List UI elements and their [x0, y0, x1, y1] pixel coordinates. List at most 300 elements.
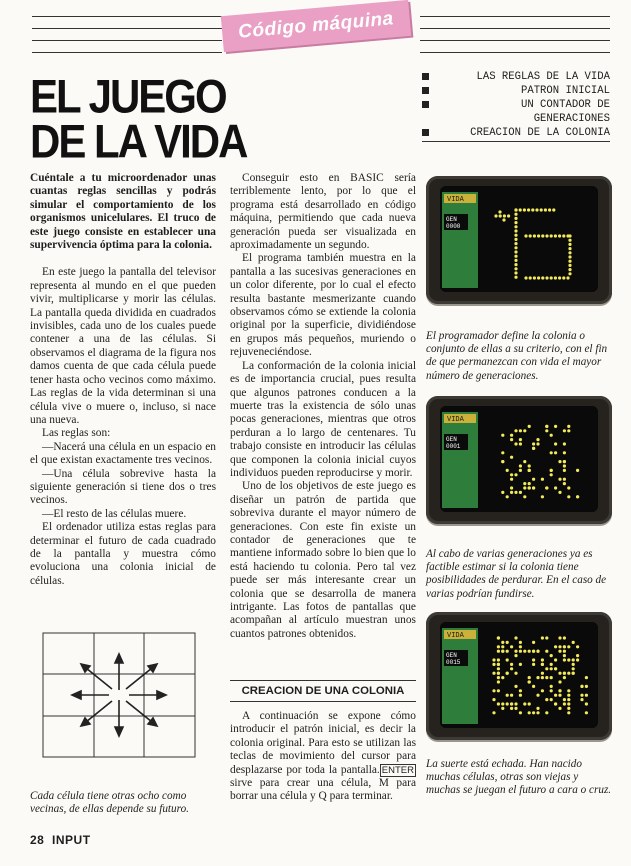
- cell: [501, 650, 504, 653]
- cell: [532, 442, 535, 445]
- cell: [545, 636, 548, 639]
- toc-item: LAS REGLAS DE LA VIDA: [422, 70, 610, 84]
- cell: [563, 460, 566, 463]
- cell: [492, 689, 495, 692]
- cell: [506, 469, 509, 472]
- cell: [497, 650, 500, 653]
- cell: [501, 641, 504, 644]
- cell: [501, 702, 504, 705]
- cell: [528, 469, 531, 472]
- cell: [524, 234, 527, 237]
- cell: [494, 214, 497, 217]
- cell: [545, 486, 548, 489]
- cell: [558, 636, 561, 639]
- cell: [519, 694, 522, 697]
- cell: [558, 276, 561, 279]
- cell: [497, 636, 500, 639]
- cell: [563, 636, 566, 639]
- monitor-screenshot-1: [426, 176, 612, 304]
- bullet-square-icon: [422, 129, 429, 136]
- cell: [523, 650, 526, 653]
- header-rule: [32, 28, 222, 29]
- cell: [501, 434, 504, 437]
- cell: [492, 663, 495, 666]
- cell: [541, 663, 544, 666]
- game-screen: [440, 622, 598, 728]
- cell: [502, 218, 505, 221]
- cell: [532, 486, 535, 489]
- cell: [537, 234, 540, 237]
- cell: [528, 482, 531, 485]
- cell: [541, 672, 544, 675]
- cell: [519, 464, 522, 467]
- cell: [514, 636, 517, 639]
- cell: [585, 676, 588, 679]
- cell: [510, 491, 513, 494]
- body-paragraph: La conformación de la colonia inicial es de importancia crucial, pues resulta que algunos patrones conducen a la muerte tras la existencia de sólo unas pocas generaciones, mientras que otros perduran a lo largo de centenares. Tu trabajo consiste en introducir las células que componen la colonia inicial cuyos individuos pueden reproducirse y morir.: [230, 359, 416, 479]
- cell: [497, 663, 500, 666]
- cell: [568, 251, 571, 254]
- cell: [514, 242, 517, 245]
- cell: [536, 438, 539, 441]
- cell: [585, 702, 588, 705]
- cell: [514, 672, 517, 675]
- cell: [533, 234, 536, 237]
- gen-counter: 0000: [446, 223, 461, 230]
- cell: [567, 694, 570, 697]
- cell: [514, 491, 517, 494]
- cell: [550, 473, 553, 476]
- article-title-line1: EL JUEGO: [30, 69, 226, 123]
- cell: [519, 663, 522, 666]
- monitor-screenshot-2: [426, 396, 612, 524]
- cell: [535, 208, 538, 211]
- gen-counter: 0001: [446, 443, 461, 450]
- cell: [563, 654, 566, 657]
- cell: [536, 442, 539, 445]
- cell: [554, 486, 557, 489]
- cell: [536, 707, 539, 710]
- cell: [554, 451, 557, 454]
- cell: [558, 707, 561, 710]
- cell: [514, 702, 517, 705]
- cell: [506, 702, 509, 705]
- cell: [519, 689, 522, 692]
- cell: [558, 694, 561, 697]
- cell: [497, 645, 500, 648]
- cell: [529, 234, 532, 237]
- cell: [532, 641, 535, 644]
- cell: [527, 208, 530, 211]
- cell: [528, 711, 531, 714]
- cell: [532, 447, 535, 450]
- cell: [576, 645, 579, 648]
- body-paragraph: El ordenador utiliza estas reglas para determinar el futuro de cada cuadrado de la pantalla y muestra cómo evoluciona una colonia inicial de células.: [30, 521, 216, 587]
- body-paragraph: Las reglas son:: [42, 427, 111, 440]
- neighbour-diagram: [42, 632, 196, 758]
- screen-title-label: VIDA: [447, 196, 464, 204]
- cell: [576, 658, 579, 661]
- cell: [536, 711, 539, 714]
- cell: [499, 214, 502, 217]
- cell: [514, 238, 517, 241]
- gen-counter: 0015: [446, 659, 461, 666]
- cell: [576, 495, 579, 498]
- cell: [576, 469, 579, 472]
- column-2: [230, 172, 416, 641]
- banner-text: Código máquina: [237, 8, 395, 43]
- cell: [568, 239, 571, 242]
- cell: [567, 429, 570, 432]
- cell: [541, 234, 544, 237]
- cell: [528, 702, 531, 705]
- cell: [523, 482, 526, 485]
- cell: [497, 689, 500, 692]
- gen-label: GEN: [446, 652, 457, 659]
- cell: [497, 658, 500, 661]
- cell: [519, 442, 522, 445]
- cell: [492, 672, 495, 675]
- cell: [507, 214, 510, 217]
- cell: [501, 491, 504, 494]
- cell: [528, 650, 531, 653]
- cell: [567, 495, 570, 498]
- cell: [497, 680, 500, 683]
- cell: [506, 641, 509, 644]
- cell: [541, 636, 544, 639]
- cell: [514, 221, 517, 224]
- cell: [503, 214, 506, 217]
- cell: [567, 707, 570, 710]
- cell: [519, 208, 522, 211]
- cell: [514, 225, 517, 228]
- cell: [514, 234, 517, 237]
- cell: [550, 234, 553, 237]
- cell: [545, 425, 548, 428]
- cell: [528, 425, 531, 428]
- cell: [552, 208, 555, 211]
- cell: [497, 667, 500, 670]
- cell: [501, 460, 504, 463]
- cell: [562, 276, 565, 279]
- header-rule: [420, 40, 610, 41]
- body-paragraph: —El resto de las células muere.: [42, 507, 187, 520]
- cell: [523, 429, 526, 432]
- cell: [510, 645, 513, 648]
- bullet-square-icon: [422, 87, 429, 94]
- cell: [576, 654, 579, 657]
- cell: [514, 229, 517, 232]
- cell: [563, 429, 566, 432]
- cell: [550, 451, 553, 454]
- cell: [541, 276, 544, 279]
- cell: [536, 694, 539, 697]
- cell: [563, 645, 566, 648]
- cell: [558, 460, 561, 463]
- cell: [585, 711, 588, 714]
- cell: [567, 711, 570, 714]
- cell: [537, 276, 540, 279]
- cell: [514, 271, 517, 274]
- game-screen: [440, 186, 598, 292]
- cell: [568, 247, 571, 250]
- cell: [540, 208, 543, 211]
- cell: [580, 685, 583, 688]
- cell: [524, 276, 527, 279]
- body-paragraph: —Una célula sobrevive hasta la siguiente generación si tiene dos o tres vecinos.: [30, 467, 216, 507]
- cell: [506, 495, 509, 498]
- header-rule: [32, 40, 222, 41]
- cell: [514, 250, 517, 253]
- cell: [563, 482, 566, 485]
- cell: [510, 434, 513, 437]
- cell: [585, 694, 588, 697]
- cell: [519, 641, 522, 644]
- cell: [498, 210, 501, 213]
- cell: [492, 711, 495, 714]
- game-screen: [440, 406, 598, 512]
- cell: [514, 246, 517, 249]
- cell: [523, 702, 526, 705]
- cell: [532, 658, 535, 661]
- cell: [568, 264, 571, 267]
- cell: [497, 672, 500, 675]
- cell: [514, 267, 517, 270]
- cell: [563, 478, 566, 481]
- cell: [536, 650, 539, 653]
- cell: [528, 464, 531, 467]
- cell: [563, 672, 566, 675]
- sidebar-panel: [442, 412, 478, 508]
- cell: [550, 276, 553, 279]
- cell: [506, 672, 509, 675]
- cell: [541, 689, 544, 692]
- gen-label: GEN: [446, 436, 457, 443]
- lead-paragraph: Cuéntale a tu microordenador unas cuantas reglas sencillas y podrás simular el comportamiento de los organismos unicelulares. El truco de este juego consiste en establecer una supervivencia óptima para la colonia.: [30, 172, 216, 252]
- header-rule: [420, 52, 610, 53]
- cell: [568, 272, 571, 275]
- cell: [501, 707, 504, 710]
- article-title-line2: DE LA VIDA: [30, 114, 247, 168]
- cell: [545, 276, 548, 279]
- cell: [550, 698, 553, 701]
- cell: [510, 456, 513, 459]
- page-footer: [30, 833, 91, 847]
- cell: [514, 654, 517, 657]
- cell: [510, 663, 513, 666]
- cell: [514, 685, 517, 688]
- cell: [532, 650, 535, 653]
- cell: [550, 685, 553, 688]
- cell: [514, 208, 517, 211]
- cell: [568, 243, 571, 246]
- screen-title-label: VIDA: [447, 416, 464, 424]
- cell: [519, 429, 522, 432]
- cell: [510, 702, 513, 705]
- cell: [514, 442, 517, 445]
- cell: [572, 658, 575, 661]
- cell: [558, 478, 561, 481]
- table-of-contents: [422, 70, 610, 140]
- enter-key-label: ENTER: [381, 764, 414, 776]
- cell: [519, 711, 522, 714]
- cell: [492, 698, 495, 701]
- body-paragraph: El programa también muestra en la pantalla a las sucesivas generaciones en un color diferente, por lo cual el efecto resulta bastante mesmerizante cuando observamos cómo se extiende la colonia original por la superficie, dividiéndose en grupos más pequeños, muriendo o rejuveneciéndose.: [230, 252, 416, 359]
- cell: [568, 255, 571, 258]
- cell: [531, 208, 534, 211]
- cell: [567, 672, 570, 675]
- cell: [523, 208, 526, 211]
- cell: [563, 464, 566, 467]
- section-heading: CREACION DE UNA COLONIA: [230, 680, 416, 702]
- cell: [545, 698, 548, 701]
- cell: [554, 442, 557, 445]
- cell: [514, 255, 517, 258]
- cell: [514, 650, 517, 653]
- cell: [567, 698, 570, 701]
- cell: [541, 495, 544, 498]
- cell: [506, 694, 509, 697]
- toc-item: UN CONTADOR DE GENERACIONES: [422, 98, 610, 126]
- sidebar-panel: [442, 192, 478, 288]
- cell: [554, 702, 557, 705]
- cell: [544, 208, 547, 211]
- cell: [558, 645, 561, 648]
- cell: [506, 650, 509, 653]
- cell: [567, 689, 570, 692]
- cell: [545, 650, 548, 653]
- header-rule: [420, 28, 610, 29]
- cell: [545, 676, 548, 679]
- cell: [563, 698, 566, 701]
- body-paragraph: —Nacerá una célula en un espacio en el que existan exactamente tres vecinos.: [30, 440, 216, 467]
- cell: [566, 276, 569, 279]
- cell: [510, 478, 513, 481]
- cell: [558, 491, 561, 494]
- cell: [541, 478, 544, 481]
- screen-caption: La suerte está echada. Han nacido muchas células, otras son viejas y muchas se juegan el futuro a cara o cruz.: [426, 758, 612, 797]
- cell: [550, 434, 553, 437]
- cell: [545, 667, 548, 670]
- cell: [519, 469, 522, 472]
- cell: [523, 486, 526, 489]
- cell: [528, 676, 531, 679]
- screen-caption: Al cabo de varias generaciones ya es factible estimar si la colonia tiene posibilidades de perdurar. En el caso de varias podrían fundirse.: [426, 548, 607, 600]
- cell: [523, 460, 526, 463]
- toc-item: CREACION DE LA COLONIA: [422, 126, 610, 140]
- header-rule: [420, 16, 610, 17]
- cell: [554, 425, 557, 428]
- cell: [545, 711, 548, 714]
- cell: [510, 486, 513, 489]
- cell: [563, 650, 566, 653]
- cell: [554, 658, 557, 661]
- cell: [519, 650, 522, 653]
- cell: [510, 707, 513, 710]
- cell: [532, 478, 535, 481]
- cell: [550, 654, 553, 657]
- cell: [514, 707, 517, 710]
- cell: [548, 208, 551, 211]
- cell: [563, 676, 566, 679]
- cell: [545, 234, 548, 237]
- cell: [506, 658, 509, 661]
- cell: [558, 689, 561, 692]
- screen-title-label: VIDA: [447, 632, 464, 640]
- cell: [536, 676, 539, 679]
- cell: [533, 276, 536, 279]
- cell: [562, 234, 565, 237]
- cell: [567, 645, 570, 648]
- cell: [550, 469, 553, 472]
- cell: [554, 234, 557, 237]
- cell: [514, 473, 517, 476]
- cell: [558, 672, 561, 675]
- cell: [519, 438, 522, 441]
- cell: [523, 495, 526, 498]
- cell: [572, 667, 575, 670]
- header-rule: [32, 52, 222, 53]
- cell: [568, 260, 571, 263]
- cell: [541, 658, 544, 661]
- cell: [529, 276, 532, 279]
- cell: [563, 658, 566, 661]
- cell: [501, 676, 504, 679]
- cell: [580, 698, 583, 701]
- cell: [567, 425, 570, 428]
- cell: [510, 438, 513, 441]
- cell: [563, 702, 566, 705]
- cell: [550, 689, 553, 692]
- cell: [585, 685, 588, 688]
- cell: [492, 658, 495, 661]
- cell: [567, 658, 570, 661]
- column-1: [30, 172, 216, 588]
- cell: [528, 486, 531, 489]
- cell: [545, 429, 548, 432]
- cell: [558, 234, 561, 237]
- cell: [541, 676, 544, 679]
- cell: [567, 486, 570, 489]
- cell: [510, 667, 513, 670]
- cell: [497, 676, 500, 679]
- bullet-square-icon: [422, 73, 429, 80]
- cell: [554, 645, 557, 648]
- sidebar-panel: [442, 628, 478, 724]
- cell: [519, 491, 522, 494]
- cell: [550, 667, 553, 670]
- header-rule: [32, 16, 222, 17]
- screen-caption: El programador define la colonia o conjunto de ellas a su criterio, con el fin de que permanezcan con vida el mayor número de generaciones.: [426, 330, 608, 382]
- gen-label: GEN: [446, 216, 457, 223]
- magazine-name: INPUT: [52, 833, 91, 847]
- cell: [510, 473, 513, 476]
- cell: [550, 676, 553, 679]
- cell: [568, 268, 571, 271]
- cell: [514, 263, 517, 266]
- body-paragraph: Uno de los objetivos de este juego es diseñar un patrón de partida que sobreviva durante el mayor número de generaciones. Con este fin existe un contador de generaciones que te mantiene informado sobre lo bien que lo está haciendo tu colonia. Pero tal vez puede ser más interesante crear un colonia que se desarrolla de manera intrigante. Las fotos de pantallas que acompañan al artículo muestran unos cuantos patrones obtenidos.: [230, 480, 416, 640]
- page-number: 28: [30, 833, 45, 847]
- cell: [554, 667, 557, 670]
- cell: [501, 645, 504, 648]
- toc-rule: [422, 141, 610, 142]
- body-paragraph: En este juego la pantalla del televisor representa al mundo en el que pueden vivir, multiplicarse y morir las células. La pantalla queda dividida en cuadrados invisibles, cada uno de los cuales puede contener a una de las células. Si observamos el diagrama de la figura nos damos cuenta de que cada célula puede tener hasta ocho vecinos como máximo. Las reglas de la vida determinan si una célula vive o muere o, incluso, si nace una nueva.: [30, 266, 216, 426]
- cell: [563, 451, 566, 454]
- cell: [532, 711, 535, 714]
- cell: [563, 469, 566, 472]
- monitor-screenshot-3: [426, 612, 612, 740]
- cell: [558, 680, 561, 683]
